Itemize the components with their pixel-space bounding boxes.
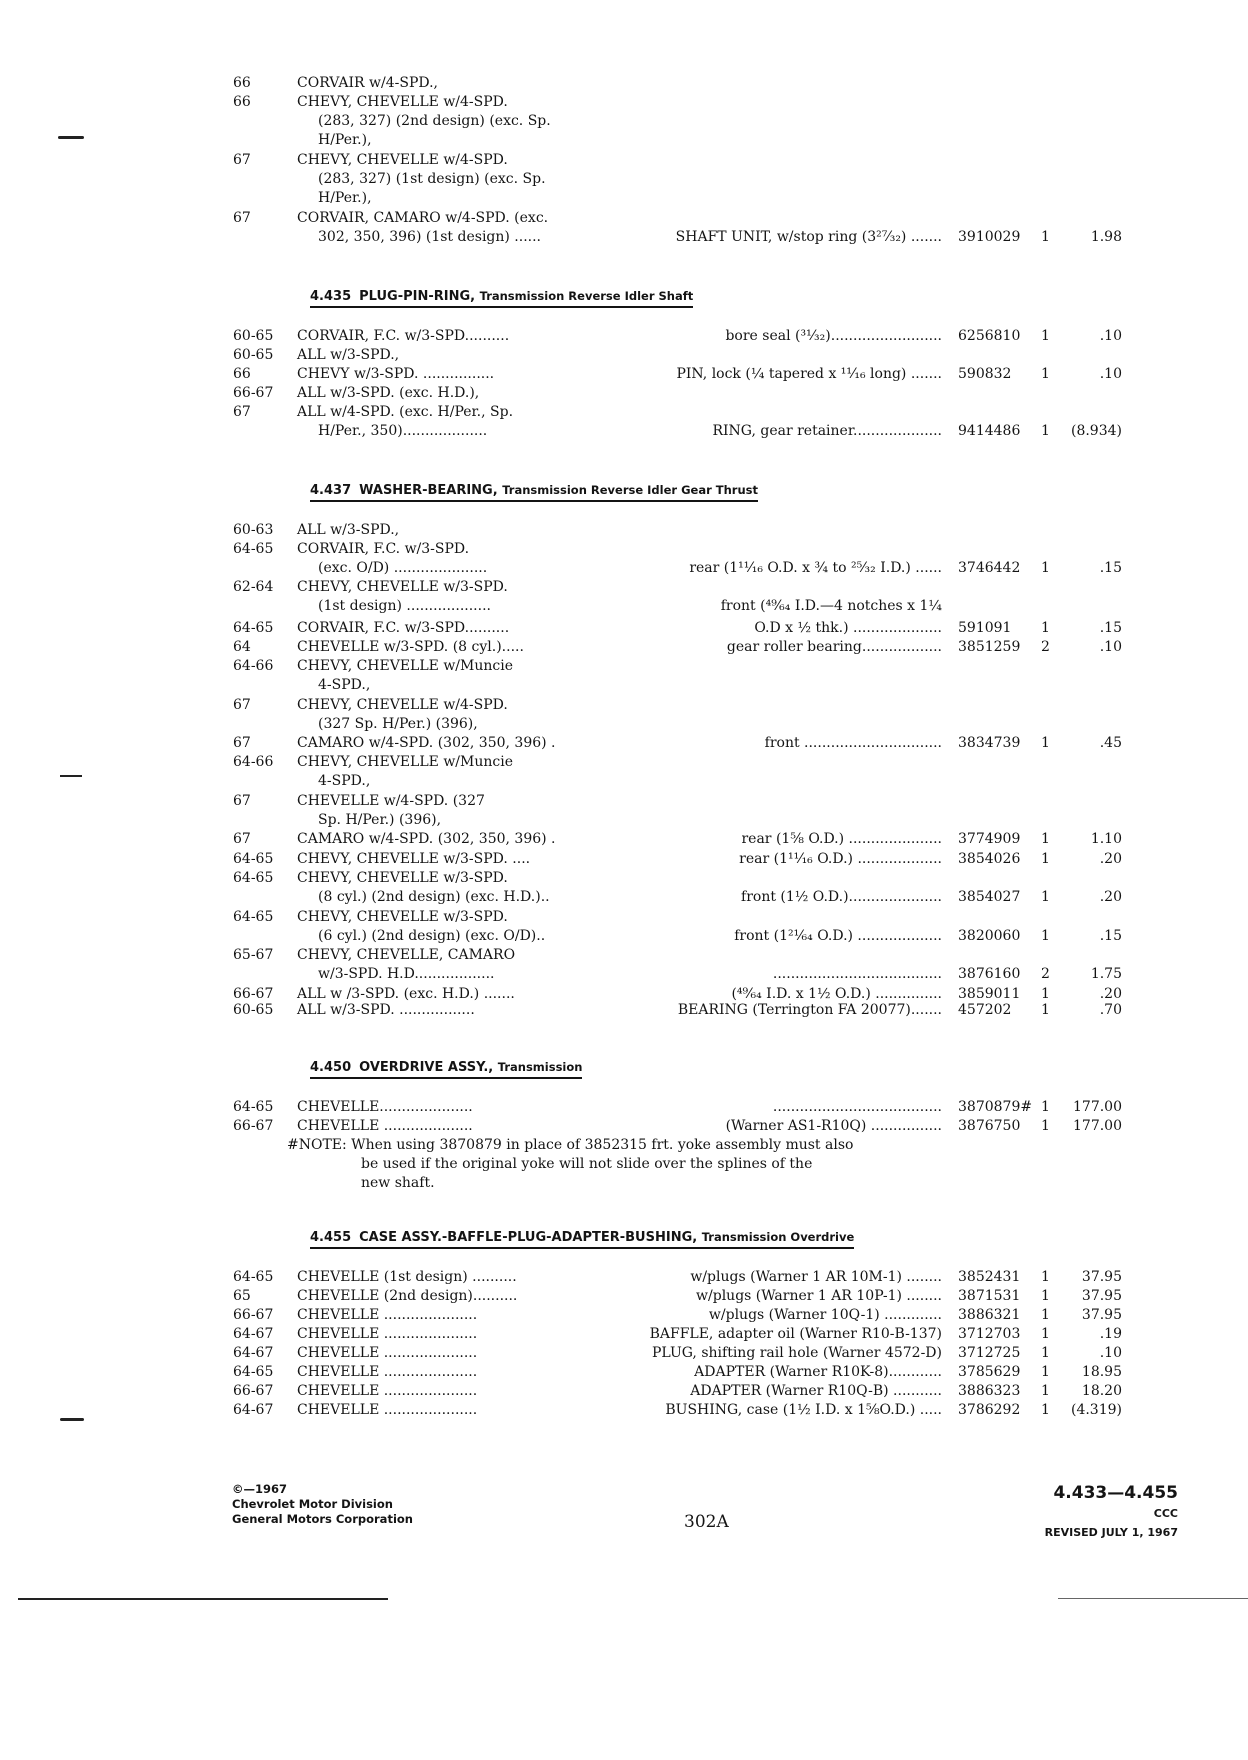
quantity-cell: 1 bbox=[1041, 1099, 1050, 1115]
table-row bbox=[0, 927, 1248, 946]
model-cell: CAMARO w/4-SPD. (302, 350, 396) . bbox=[297, 831, 556, 847]
table-row bbox=[0, 1344, 1248, 1363]
model-cell: CHEVELLE ..................... bbox=[297, 1345, 478, 1361]
year-cell: 66-67 bbox=[233, 1118, 274, 1134]
quantity-cell: 1 bbox=[1041, 851, 1050, 867]
section-category: Transmission Overdrive bbox=[701, 1230, 855, 1244]
model-cell: CHEVELLE ..................... bbox=[297, 1402, 478, 1418]
section-heading bbox=[310, 1057, 582, 1077]
year-cell: 64-65 bbox=[233, 1099, 274, 1115]
table-row bbox=[0, 753, 1248, 772]
description-cell: O.D x ½ thk.) .................... bbox=[754, 620, 942, 636]
part-number-cell: 9414486 bbox=[958, 423, 1021, 439]
model-cell: CORVAIR, F.C. w/3-SPD. bbox=[297, 541, 470, 557]
table-row bbox=[0, 422, 1248, 441]
year-cell: 64-65 bbox=[233, 620, 274, 636]
year-cell: 60-63 bbox=[233, 522, 274, 538]
table-row bbox=[0, 1287, 1248, 1306]
table-row bbox=[0, 559, 1248, 578]
price-cell: 18.20 bbox=[1081, 1383, 1122, 1399]
description-cell: BUSHING, case (1½ I.D. x 1⅝O.D.) ..... bbox=[665, 1402, 942, 1418]
year-cell: 66 bbox=[233, 75, 251, 91]
model-cell: CHEVY, CHEVELLE w/Muncie bbox=[297, 754, 513, 770]
model-cell: CAMARO w/4-SPD. (302, 350, 396) . bbox=[297, 735, 556, 751]
table-row bbox=[0, 540, 1248, 559]
year-cell: 66-67 bbox=[233, 385, 274, 401]
year-cell: 64-65 bbox=[233, 851, 274, 867]
table-row bbox=[0, 1401, 1248, 1420]
price-cell: .45 bbox=[1099, 735, 1122, 751]
section-category: Transmission Reverse Idler Gear Thrust bbox=[502, 483, 758, 497]
table-row bbox=[0, 792, 1248, 811]
part-number-cell: 3834739 bbox=[958, 735, 1021, 751]
year-cell: 60-65 bbox=[233, 1002, 274, 1018]
description-cell: bore seal (³¹⁄₃₂)......................... bbox=[725, 328, 942, 344]
part-number-cell: 3746442 bbox=[958, 560, 1021, 576]
table-row bbox=[0, 619, 1248, 638]
section-title: WASHER-BEARING, bbox=[359, 483, 503, 498]
copyright: ©—1967 bbox=[232, 1482, 288, 1496]
section-heading bbox=[310, 286, 693, 306]
model-cell: CHEVY, CHEVELLE, CAMARO bbox=[297, 947, 516, 963]
quantity-cell: 1 bbox=[1041, 1118, 1050, 1134]
quantity-cell: 1 bbox=[1041, 986, 1050, 1002]
price-cell: 37.95 bbox=[1081, 1269, 1122, 1285]
part-number-cell: 3870879# bbox=[958, 1099, 1033, 1115]
description-cell: front ............................... bbox=[764, 735, 942, 751]
model-cell: CHEVY, CHEVELLE w/3-SPD. bbox=[297, 579, 508, 595]
description-cell: w/plugs (Warner 1 AR 10M-1) ........ bbox=[690, 1269, 942, 1285]
price-cell: 177.00 bbox=[1073, 1118, 1122, 1134]
year-cell: 64-66 bbox=[233, 658, 274, 674]
page-number: 302A bbox=[684, 1512, 729, 1532]
table-row bbox=[0, 811, 1248, 830]
table-row bbox=[0, 74, 1248, 93]
price-cell: .19 bbox=[1099, 1326, 1122, 1342]
division-name: Chevrolet Motor Division bbox=[232, 1497, 393, 1511]
year-cell: 67 bbox=[233, 831, 251, 847]
quantity-cell: 1 bbox=[1041, 1345, 1050, 1361]
part-number-cell: 3871531 bbox=[958, 1288, 1021, 1304]
section-title: CASE ASSY.-BAFFLE-PLUG-ADAPTER-BUSHING, bbox=[359, 1230, 702, 1245]
description-cell: ...................................... bbox=[772, 1099, 942, 1115]
model-cell: 4-SPD., bbox=[318, 677, 371, 693]
model-cell: H/Per., 350)................... bbox=[318, 423, 488, 439]
model-cell: (exc. O/D) ..................... bbox=[318, 560, 488, 576]
quantity-cell: 1 bbox=[1041, 928, 1050, 944]
year-cell: 67 bbox=[233, 404, 251, 420]
table-row bbox=[0, 1306, 1248, 1325]
quantity-cell: 1 bbox=[1041, 423, 1050, 439]
model-cell: CHEVY, CHEVELLE w/3-SPD. bbox=[297, 870, 508, 886]
table-row bbox=[0, 965, 1248, 984]
table-row bbox=[0, 908, 1248, 927]
year-cell: 67 bbox=[233, 210, 251, 226]
price-cell: 1.10 bbox=[1090, 831, 1122, 847]
model-cell: w/3-SPD. H.D.................. bbox=[318, 966, 495, 982]
year-cell: 67 bbox=[233, 697, 251, 713]
description-cell: front (⁴⁹⁄₆₄ I.D.—4 notches x 1¼ bbox=[720, 598, 942, 614]
section-underline bbox=[310, 1077, 582, 1079]
year-cell: 60-65 bbox=[233, 347, 274, 363]
bottom-rule bbox=[1058, 1598, 1248, 1599]
year-cell: 66-67 bbox=[233, 1307, 274, 1323]
section-number: 4.455 bbox=[310, 1230, 352, 1245]
quantity-cell: 1 bbox=[1041, 620, 1050, 636]
model-cell: CHEVY, CHEVELLE w/4-SPD. bbox=[297, 94, 508, 110]
note-line: new shaft. bbox=[361, 1175, 435, 1191]
quantity-cell: 1 bbox=[1041, 1269, 1050, 1285]
revised-date: REVISED JULY 1, 1967 bbox=[1044, 1526, 1178, 1539]
section-number: 4.435 bbox=[310, 289, 352, 304]
price-cell: .20 bbox=[1099, 851, 1122, 867]
table-row bbox=[0, 696, 1248, 715]
description-cell: front (1²¹⁄₆₄ O.D.) ................... bbox=[734, 928, 942, 944]
part-number-cell: 3712725 bbox=[958, 1345, 1021, 1361]
year-cell: 65 bbox=[233, 1288, 251, 1304]
model-cell: ALL w/4-SPD. (exc. H/Per., Sp. bbox=[297, 404, 514, 420]
part-number-cell: 3910029 bbox=[958, 229, 1021, 245]
model-cell: CHEVELLE .................... bbox=[297, 1118, 473, 1134]
description-cell: ADAPTER (Warner R10K-8)............ bbox=[694, 1364, 942, 1380]
price-cell: (8.934) bbox=[1070, 423, 1122, 439]
year-cell: 67 bbox=[233, 735, 251, 751]
quantity-cell: 1 bbox=[1041, 1326, 1050, 1342]
part-number-cell: 3854027 bbox=[958, 889, 1021, 905]
year-cell: 64-67 bbox=[233, 1326, 274, 1342]
price-cell: .15 bbox=[1099, 620, 1122, 636]
table-row bbox=[0, 715, 1248, 734]
model-cell: CHEVELLE ..................... bbox=[297, 1383, 478, 1399]
quantity-cell: 1 bbox=[1041, 1307, 1050, 1323]
model-cell: CHEVY, CHEVELLE w/3-SPD. .... bbox=[297, 851, 531, 867]
model-cell: CHEVY, CHEVELLE w/Muncie bbox=[297, 658, 513, 674]
year-cell: 64-65 bbox=[233, 1364, 274, 1380]
price-cell: .15 bbox=[1099, 560, 1122, 576]
model-cell: CORVAIR, F.C. w/3-SPD.......... bbox=[297, 328, 510, 344]
description-cell: PIN, lock (¼ tapered x ¹¹⁄₁₆ long) ....... bbox=[676, 366, 942, 382]
section-category: Transmission bbox=[497, 1060, 583, 1074]
bottom-rule bbox=[18, 1598, 388, 1600]
table-row bbox=[0, 734, 1248, 753]
part-number-cell: 3774909 bbox=[958, 831, 1021, 847]
year-cell: 62-64 bbox=[233, 579, 274, 595]
model-cell: CHEVELLE ..................... bbox=[297, 1326, 478, 1342]
table-row bbox=[0, 228, 1248, 247]
part-number-cell: 457202 bbox=[958, 1002, 1012, 1018]
model-cell: 302, 350, 396) (1st design) ...... bbox=[318, 229, 542, 245]
year-cell: 64 bbox=[233, 639, 251, 655]
section-underline bbox=[310, 500, 758, 502]
part-number-cell: 6256810 bbox=[958, 328, 1021, 344]
index-range: 4.433—4.455 bbox=[1053, 1483, 1178, 1503]
model-cell: CHEVELLE ..................... bbox=[297, 1364, 478, 1380]
price-cell: .10 bbox=[1099, 366, 1122, 382]
description-cell: BEARING (Terrington FA 20077)....... bbox=[677, 1002, 942, 1018]
table-row bbox=[0, 578, 1248, 597]
quantity-cell: 1 bbox=[1041, 560, 1050, 576]
description-cell: ...................................... bbox=[772, 966, 942, 982]
description-cell: (Warner AS1-R10Q) ................ bbox=[725, 1118, 942, 1134]
part-number-cell: 3854026 bbox=[958, 851, 1021, 867]
part-number-cell: 3876750 bbox=[958, 1118, 1021, 1134]
model-cell: (1st design) ................... bbox=[318, 598, 491, 614]
quantity-cell: 1 bbox=[1041, 735, 1050, 751]
table-row bbox=[0, 1382, 1248, 1401]
price-cell: 177.00 bbox=[1073, 1099, 1122, 1115]
model-cell: H/Per.), bbox=[318, 190, 372, 206]
model-cell: CHEVELLE (1st design) .......... bbox=[297, 1269, 517, 1285]
part-number-cell: 3820060 bbox=[958, 928, 1021, 944]
description-cell: w/plugs (Warner 10Q-1) ............. bbox=[708, 1307, 942, 1323]
table-row bbox=[0, 1363, 1248, 1382]
price-cell: 18.95 bbox=[1081, 1364, 1122, 1380]
quantity-cell: 1 bbox=[1041, 1364, 1050, 1380]
section-heading bbox=[310, 480, 758, 500]
model-cell: CHEVY, CHEVELLE w/3-SPD. bbox=[297, 909, 508, 925]
table-row bbox=[0, 597, 1248, 616]
table-row bbox=[0, 1117, 1248, 1136]
year-cell: 64-65 bbox=[233, 1269, 274, 1285]
table-row bbox=[0, 384, 1248, 403]
table-row bbox=[0, 638, 1248, 657]
table-row bbox=[0, 112, 1248, 131]
table-row bbox=[0, 869, 1248, 888]
table-row bbox=[0, 189, 1248, 208]
table-row bbox=[0, 1268, 1248, 1287]
section-number: 4.450 bbox=[310, 1060, 352, 1075]
model-cell: Sp. H/Per.) (396), bbox=[318, 812, 442, 828]
scan-mark bbox=[60, 775, 82, 777]
price-cell: .10 bbox=[1099, 1345, 1122, 1361]
price-cell: .20 bbox=[1099, 986, 1122, 1002]
model-cell: CHEVY, CHEVELLE w/4-SPD. bbox=[297, 697, 508, 713]
model-cell: 4-SPD., bbox=[318, 773, 371, 789]
description-cell: gear roller bearing.................. bbox=[726, 639, 942, 655]
model-cell: CHEVELLE w/3-SPD. (8 cyl.)..... bbox=[297, 639, 524, 655]
model-cell: (6 cyl.) (2nd design) (exc. O/D).. bbox=[318, 928, 546, 944]
year-cell: 65-67 bbox=[233, 947, 274, 963]
table-row bbox=[0, 676, 1248, 695]
table-row bbox=[0, 657, 1248, 676]
table-row bbox=[0, 1001, 1248, 1020]
year-cell: 66 bbox=[233, 366, 251, 382]
model-cell: ALL w/3-SPD. ................. bbox=[297, 1002, 475, 1018]
section-underline bbox=[310, 1247, 854, 1249]
quantity-cell: 1 bbox=[1041, 328, 1050, 344]
model-cell: CHEVY w/3-SPD. ................ bbox=[297, 366, 495, 382]
description-cell: rear (1¹¹⁄₁₆ O.D. x ¾ to ²⁵⁄₃₂ I.D.) ...... bbox=[689, 560, 942, 576]
section-heading bbox=[310, 1227, 854, 1247]
description-cell: (⁴⁹⁄₆₄ I.D. x 1½ O.D.) ............... bbox=[731, 986, 942, 1002]
model-cell: CHEVELLE..................... bbox=[297, 1099, 473, 1115]
model-cell: CHEVY, CHEVELLE w/4-SPD. bbox=[297, 152, 508, 168]
table-row bbox=[0, 170, 1248, 189]
section-note bbox=[287, 1136, 853, 1193]
scan-mark bbox=[58, 136, 84, 139]
model-cell: ALL w/3-SPD., bbox=[297, 347, 400, 363]
section-title: OVERDRIVE ASSY., bbox=[359, 1060, 498, 1075]
price-cell: 1.75 bbox=[1090, 966, 1122, 982]
quantity-cell: 1 bbox=[1041, 366, 1050, 382]
model-cell: CORVAIR, CAMARO w/4-SPD. (exc. bbox=[297, 210, 549, 226]
model-cell: (283, 327) (1st design) (exc. Sp. bbox=[318, 171, 546, 187]
model-cell: CORVAIR w/4-SPD., bbox=[297, 75, 438, 91]
quantity-cell: 2 bbox=[1041, 639, 1050, 655]
model-cell: ALL w/3-SPD. (exc. H.D.), bbox=[297, 385, 480, 401]
description-cell: ADAPTER (Warner R10Q-B) ........... bbox=[690, 1383, 942, 1399]
year-cell: 66-67 bbox=[233, 1383, 274, 1399]
note-line: #NOTE: When using 3870879 in place of 3852315 frt. yoke assembly must also bbox=[287, 1137, 854, 1153]
year-cell: 64-67 bbox=[233, 1345, 274, 1361]
table-row bbox=[0, 93, 1248, 112]
model-cell: CORVAIR, F.C. w/3-SPD.......... bbox=[297, 620, 510, 636]
model-cell: CHEVELLE ..................... bbox=[297, 1307, 478, 1323]
model-cell: CHEVELLE w/4-SPD. (327 bbox=[297, 793, 485, 809]
year-cell: 64-65 bbox=[233, 870, 274, 886]
model-cell: H/Per.), bbox=[318, 132, 372, 148]
year-cell: 66 bbox=[233, 94, 251, 110]
table-row bbox=[0, 946, 1248, 965]
description-cell: BAFFLE, adapter oil (Warner R10-B-137) bbox=[649, 1326, 942, 1342]
table-row bbox=[0, 346, 1248, 365]
year-cell: 64-66 bbox=[233, 754, 274, 770]
quantity-cell: 1 bbox=[1041, 1002, 1050, 1018]
quantity-cell: 1 bbox=[1041, 831, 1050, 847]
table-row bbox=[0, 209, 1248, 228]
table-row bbox=[0, 521, 1248, 540]
year-cell: 60-65 bbox=[233, 328, 274, 344]
part-number-cell: 3785629 bbox=[958, 1364, 1021, 1380]
quantity-cell: 2 bbox=[1041, 966, 1050, 982]
part-number-cell: 3851259 bbox=[958, 639, 1021, 655]
year-cell: 64-65 bbox=[233, 541, 274, 557]
year-cell: 64-65 bbox=[233, 909, 274, 925]
description-cell: PLUG, shifting rail hole (Warner 4572-D) bbox=[652, 1345, 942, 1361]
quantity-cell: 1 bbox=[1041, 1383, 1050, 1399]
part-number-cell: 591091 bbox=[958, 620, 1012, 636]
price-cell: .10 bbox=[1099, 639, 1122, 655]
year-cell: 66-67 bbox=[233, 986, 274, 1002]
quantity-cell: 1 bbox=[1041, 1402, 1050, 1418]
table-row bbox=[0, 888, 1248, 907]
description-cell: rear (1⅝ O.D.) ..................... bbox=[741, 831, 942, 847]
part-number-cell: 3852431 bbox=[958, 1269, 1021, 1285]
description-cell: rear (1¹¹⁄₁₆ O.D.) ................... bbox=[739, 851, 942, 867]
part-number-cell: 3859011 bbox=[958, 986, 1021, 1002]
part-number-cell: 3886321 bbox=[958, 1307, 1021, 1323]
model-cell: CHEVELLE (2nd design).......... bbox=[297, 1288, 518, 1304]
model-cell: ALL w/3-SPD., bbox=[297, 522, 400, 538]
footer-code: CCC bbox=[1153, 1507, 1178, 1520]
quantity-cell: 1 bbox=[1041, 229, 1050, 245]
quantity-cell: 1 bbox=[1041, 1288, 1050, 1304]
part-number-cell: 3786292 bbox=[958, 1402, 1021, 1418]
footer-left bbox=[232, 1482, 413, 1527]
table-row bbox=[0, 850, 1248, 869]
description-cell: w/plugs (Warner 1 AR 10P-1) ........ bbox=[696, 1288, 942, 1304]
model-cell: (283, 327) (2nd design) (exc. Sp. bbox=[318, 113, 551, 129]
model-cell: ALL w /3-SPD. (exc. H.D.) ....... bbox=[297, 986, 515, 1002]
table-row bbox=[0, 327, 1248, 346]
model-cell: (8 cyl.) (2nd design) (exc. H.D.).. bbox=[318, 889, 550, 905]
part-number-cell: 590832 bbox=[958, 366, 1012, 382]
price-cell: (4.319) bbox=[1070, 1402, 1122, 1418]
section-title: PLUG-PIN-RING, bbox=[359, 289, 480, 304]
section-underline bbox=[310, 306, 693, 308]
description-cell: SHAFT UNIT, w/stop ring (3²⁷⁄₃₂) ....... bbox=[675, 229, 942, 245]
model-cell: (327 Sp. H/Per.) (396), bbox=[318, 716, 478, 732]
note-line: be used if the original yoke will not slide over the splines of the bbox=[361, 1156, 813, 1172]
year-cell: 67 bbox=[233, 152, 251, 168]
price-cell: .20 bbox=[1099, 889, 1122, 905]
table-row bbox=[0, 1325, 1248, 1344]
table-row bbox=[0, 772, 1248, 791]
table-row bbox=[0, 131, 1248, 150]
description-cell: front (1½ O.D.)..................... bbox=[741, 889, 942, 905]
corporation-name: General Motors Corporation bbox=[232, 1512, 413, 1526]
year-cell: 67 bbox=[233, 793, 251, 809]
part-number-cell: 3886323 bbox=[958, 1383, 1021, 1399]
section-number: 4.437 bbox=[310, 483, 352, 498]
part-number-cell: 3876160 bbox=[958, 966, 1021, 982]
part-number-cell: 3712703 bbox=[958, 1326, 1021, 1342]
price-cell: .15 bbox=[1099, 928, 1122, 944]
price-cell: .10 bbox=[1099, 328, 1122, 344]
table-row bbox=[0, 151, 1248, 170]
table-row bbox=[0, 403, 1248, 422]
description-cell: RING, gear retainer.................... bbox=[712, 423, 942, 439]
year-cell: 64-67 bbox=[233, 1402, 274, 1418]
price-cell: .70 bbox=[1099, 1002, 1122, 1018]
table-row bbox=[0, 365, 1248, 384]
quantity-cell: 1 bbox=[1041, 889, 1050, 905]
section-category: Transmission Reverse Idler Shaft bbox=[479, 289, 694, 303]
scan-mark bbox=[60, 1418, 84, 1421]
price-cell: 37.95 bbox=[1081, 1288, 1122, 1304]
price-cell: 37.95 bbox=[1081, 1307, 1122, 1323]
footer-right bbox=[1045, 1482, 1178, 1542]
price-cell: 1.98 bbox=[1090, 229, 1122, 245]
table-row bbox=[0, 1098, 1248, 1117]
table-row bbox=[0, 830, 1248, 849]
